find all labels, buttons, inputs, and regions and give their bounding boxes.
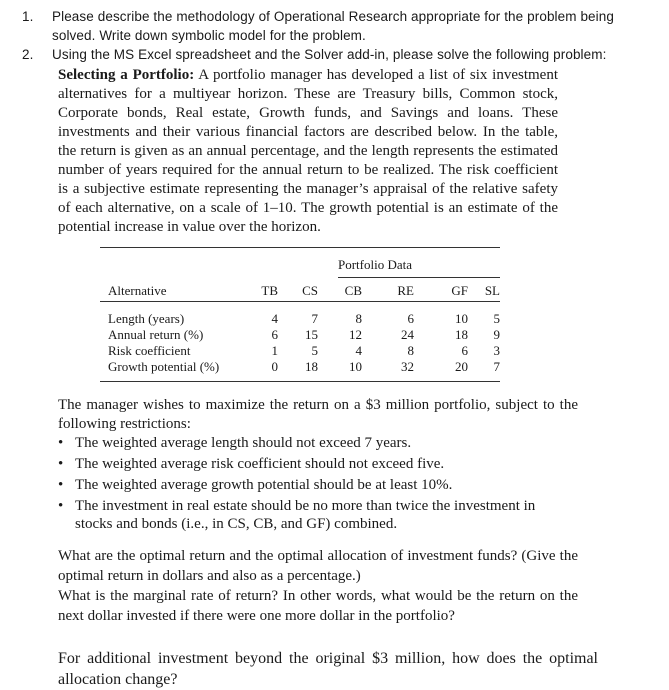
table-cell: 18: [455, 327, 468, 342]
question-1-number: 1.: [22, 9, 34, 24]
constraints-lead: The manager wishes to maximize the return on a $3 million portfolio, subject to the following restrictions:: [58, 397, 578, 432]
table-cell: 24: [401, 327, 414, 342]
table-cell: 6: [271, 327, 278, 342]
table-cell: 10: [349, 359, 362, 374]
table-row-label: Length (years): [108, 311, 185, 326]
table-col-header: SL: [484, 283, 500, 298]
ask-optimal-return: What are the optimal return and the optimal allocation of investment funds? (Give the optimal return in dollars and also as a percentage.): [58, 548, 578, 584]
table-col-header: CS: [302, 283, 318, 298]
table-cell: 9: [493, 327, 500, 342]
table-cell: 4: [271, 311, 278, 326]
table-caption: Portfolio Data: [338, 257, 413, 272]
table-cell: 20: [455, 359, 468, 374]
table-cell: 18: [305, 359, 318, 374]
table-caption-rule: [338, 277, 500, 278]
ask-additional-investment: For additional investment beyond the original $3 million, how does the optimal allocation change?: [58, 650, 598, 688]
ask-block: [58, 546, 578, 626]
table-cell: 6: [461, 343, 468, 358]
table-cell: 8: [355, 311, 362, 326]
table-row-label: Risk coefficient: [108, 343, 191, 358]
table-cell: 4: [355, 343, 362, 358]
constraint-list: [58, 434, 558, 536]
table-col-header: RE: [397, 283, 414, 298]
table-cell: 3: [493, 343, 500, 358]
table-bottom-rule: [100, 381, 500, 382]
ask-marginal-rate: What is the marginal rate of return? In other words, what would be the return on the next dollar invested if there were one more dollar in the portfolio?: [58, 588, 578, 624]
bullet-icon: •: [58, 435, 64, 451]
table-col-header: CB: [344, 283, 362, 298]
list-item: • The investment in real estate should be no more than twice the investment in stocks and bonds (i.e., in CS, CB, and GF) combined.: [58, 498, 536, 532]
list-item: • The weighted average risk coefficient should not exceed five.: [58, 456, 445, 472]
table-cell: 0: [271, 359, 278, 374]
question-1: [22, 7, 622, 45]
table-header-rule: [100, 301, 500, 302]
table-row-label: Growth potential (%): [108, 359, 220, 374]
problem-intro: A portfolio manager has developed a list of six investment alternatives for a multiyear horizon. These are Treasury bills, Common stock, Corporate bonds, Real estate, Growth funds, and Savings and loans. These investments and their various financial factors are described below. In the table, the return is given as an annual percentage, and the length represents the estimated number of years required for the annual return to be realized. The risk coefficient is a subjective estimate representing the manager’s appraisal of the relative safety of each alternative, on a scale of 1–10. The growth potential is an estimate of the potential increase in value over the horizon.: [58, 67, 558, 235]
table-cell: 12: [349, 327, 362, 342]
table-row-header: Alternative: [108, 283, 167, 298]
table-top-rule: [100, 247, 500, 248]
problem-paragraph: [58, 66, 558, 237]
list-item: • The weighted average length should not exceed 7 years.: [58, 435, 412, 451]
question-2: [22, 45, 622, 64]
table-cell: 15: [305, 327, 318, 342]
table-cell: 5: [493, 311, 500, 326]
table-cell: 6: [407, 311, 414, 326]
table-cell: 32: [401, 359, 414, 374]
table-cell: 1: [271, 343, 278, 358]
table-cell: 7: [311, 311, 318, 326]
table-col-header: TB: [261, 283, 278, 298]
table-cell: 10: [455, 311, 468, 326]
question-2-text: Using the MS Excel spreadsheet and the Solver add-in, please solve the following problem:: [52, 47, 607, 62]
table-cell: 8: [407, 343, 414, 358]
portfolio-table: [100, 255, 505, 385]
table-row-label: Annual return (%): [108, 327, 204, 342]
table-cell: 5: [311, 343, 318, 358]
question-1-text: Please describe the methodology of Operational Research appropriate for the problem being solved. Write down symbolic model for the problem.: [52, 9, 614, 43]
bullet-icon: •: [58, 498, 64, 514]
bullet-icon: •: [58, 477, 64, 493]
problem-title: Selecting a Portfolio:: [58, 67, 195, 83]
question-2-number: 2.: [22, 47, 34, 62]
bullet-icon: •: [58, 456, 64, 472]
table-col-header: GF: [451, 283, 468, 298]
list-item: • The weighted average growth potential should be at least 10%.: [58, 477, 453, 493]
table-cell: 7: [493, 359, 500, 374]
